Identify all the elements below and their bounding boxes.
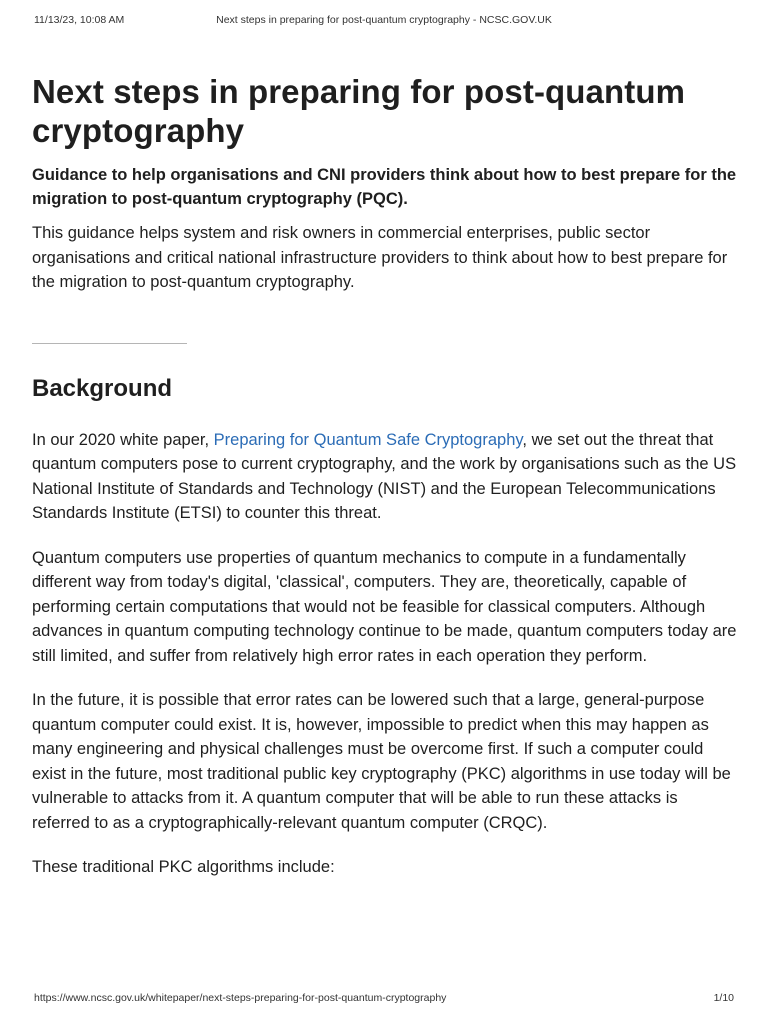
background-paragraph-3: In the future, it is possible that error rates can be lowered such that a large, general-purpose quantum computer could exist. It is, however, impossible to predict when this may happen as many engineering and physical challenges must be overcome first. If such a computer could exist in the future, most traditional public key cryptography (PKC) algorithms in use today will be vulnerable to attacks from it. A quantum computer that will be able to run these attacks is referred to as a cryptographically-relevant quantum computer (CRQC).: [32, 691, 731, 832]
print-header: [34, 14, 734, 28]
print-datetime: 11/13/23, 10:08 AM: [34, 14, 125, 26]
background-paragraph-2: Quantum computers use properties of quantum mechanics to compute in a fundamentally different way from today's digital, 'classical', computers. They are, theoretically, capable of performing certain computations that would not be feasible for classical computers. Although advances in quantum computing technology continue to be made, quantum computers today are still limited, and suffer from relatively high error rates in each operation they perform.: [32, 548, 737, 665]
background-paragraph-1: [32, 428, 738, 526]
print-url: https://www.ncsc.gov.uk/whitepaper/next-steps-preparing-for-post-quantum-cryptography: [34, 992, 447, 1004]
p1-text-end: , we set out the threat that quantum computers pose to current cryptography, and the work by organisations such as the US National Institute of Standards and Technology (NIST) and the European Telecommunications Standards Institute (ETSI) to counter this threat.: [32, 430, 737, 522]
white-paper-link[interactable]: Preparing for Quantum Safe Cryptography: [213, 430, 523, 449]
lead-summary: Guidance to help organisations and CNI providers think about how to best prepare for the migration to post-quantum cryptography (PQC).: [32, 166, 737, 208]
page-title: Next steps in preparing for post-quantum cryptography: [32, 73, 686, 149]
background-heading: Background: [32, 374, 173, 402]
print-page-title: Next steps in preparing for post-quantum cryptography - NCSC.GOV.UK: [216, 14, 552, 26]
intro-paragraph: This guidance helps system and risk owners in commercial enterprises, public sector organisations and critical national infrastructure providers to think about how to best prepare for the migration to post-quantum cryptography.: [32, 224, 728, 291]
page-number: 1/10: [713, 992, 734, 1004]
background-paragraph-4: These traditional PKC algorithms include:: [32, 858, 335, 876]
print-footer: [34, 992, 734, 1006]
p1-text-start: In our 2020 white paper,: [32, 430, 214, 449]
article: [32, 72, 738, 880]
section-divider: [32, 343, 187, 344]
